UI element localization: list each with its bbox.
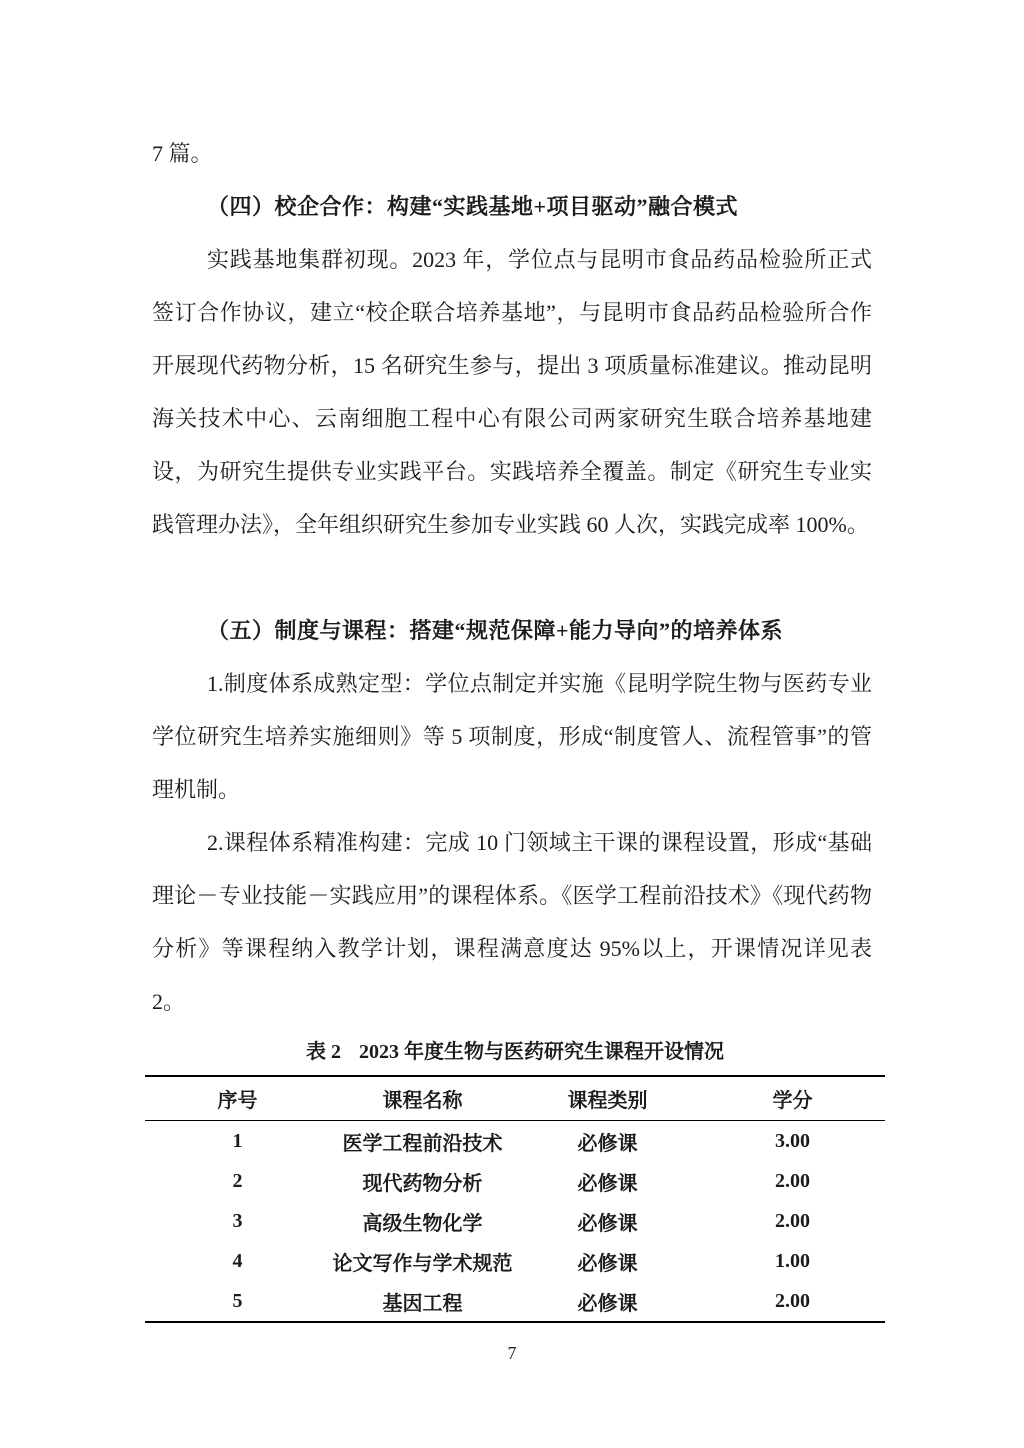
table-row bbox=[145, 1121, 885, 1162]
header-course-type: 课程类别 bbox=[515, 1076, 700, 1121]
table-header-row bbox=[145, 1076, 885, 1121]
cell-course-type: 必修课 bbox=[577, 1252, 638, 1275]
table-row bbox=[145, 1281, 885, 1322]
cell-course-name: 论文写作与学术规范 bbox=[332, 1252, 513, 1275]
page-number: 7 bbox=[507, 1343, 517, 1363]
cell-seq: 4 bbox=[232, 1249, 243, 1272]
cell-credits: 1.00 bbox=[775, 1249, 810, 1272]
cell-course-type: 必修课 bbox=[577, 1172, 638, 1195]
cell-course-name: 基因工程 bbox=[382, 1292, 463, 1315]
cell-credits: 2.00 bbox=[775, 1169, 810, 1192]
header-seq: 序号 bbox=[145, 1076, 330, 1121]
cell-course-type: 必修课 bbox=[577, 1212, 638, 1235]
cell-course-name: 医学工程前沿技术 bbox=[342, 1132, 503, 1155]
header-credits: 学分 bbox=[700, 1076, 885, 1121]
table-caption-title: 2023 年度生物与医药研究生课程开设情况 bbox=[359, 1041, 724, 1063]
table-caption-label: 表 2 bbox=[306, 1041, 341, 1063]
table-row bbox=[145, 1161, 885, 1201]
section-4-paragraph: 实践基地集群初现。2023 年，学位点与昆明市食品药品检验所正式签订合作协议，建立“校企联合培养基地”，与昆明市食品药品检验所合作开展现代药物分析，15 名研究生参与，提出 3 项质量标准建议。推动昆明海关技术中心、云南细胞工程中心有限公司两家研究生联合培养基地建设，为研究生提供专业实践平台。实践培养全覆盖。制定《研究生专业实践管理办法》，全年组织研究生参加专业实践 60 人次，实践完成率 100%。 bbox=[152, 247, 872, 537]
cell-credits: 3.00 bbox=[775, 1129, 810, 1152]
header-course-name: 课程名称 bbox=[330, 1076, 515, 1121]
course-table bbox=[145, 1075, 885, 1323]
cell-course-name: 高级生物化学 bbox=[362, 1212, 483, 1235]
section-5-heading: （五）制度与课程：搭建“规范保障+能力导向”的培养体系 bbox=[207, 618, 784, 643]
section-4-heading: （四）校企合作：构建“实践基地+项目驱动”融合模式 bbox=[207, 194, 739, 219]
intro-continuation-line: 7 篇。 bbox=[152, 141, 213, 166]
section-5-paragraph-1: 1.制度体系成熟定型：学位点制定并实施《昆明学院生物与医药专业学位研究生培养实施细则》等 5 项制度，形成“制度管人、流程管事”的管理机制。 bbox=[152, 671, 872, 802]
section-5-paragraph-2: 2.课程体系精准构建：完成 10 门领域主干课的课程设置，形成“基础理论－专业技能－实践应用”的课程体系。《医学工程前沿技术》《现代药物分析》等课程纳入教学计划，课程满意度达 95%以上，开课情况详见表 2。 bbox=[152, 830, 872, 1014]
cell-seq: 3 bbox=[232, 1209, 243, 1232]
cell-seq: 2 bbox=[232, 1169, 243, 1192]
cell-seq: 5 bbox=[232, 1289, 243, 1312]
cell-course-name: 现代药物分析 bbox=[362, 1172, 483, 1195]
cell-seq: 1 bbox=[232, 1129, 243, 1152]
table-caption bbox=[145, 1030, 885, 1075]
cell-credits: 2.00 bbox=[775, 1289, 810, 1312]
cell-credits: 2.00 bbox=[775, 1209, 810, 1232]
table-row bbox=[145, 1241, 885, 1281]
cell-course-type: 必修课 bbox=[577, 1292, 638, 1315]
cell-course-type: 必修课 bbox=[577, 1132, 638, 1155]
table-row bbox=[145, 1201, 885, 1241]
